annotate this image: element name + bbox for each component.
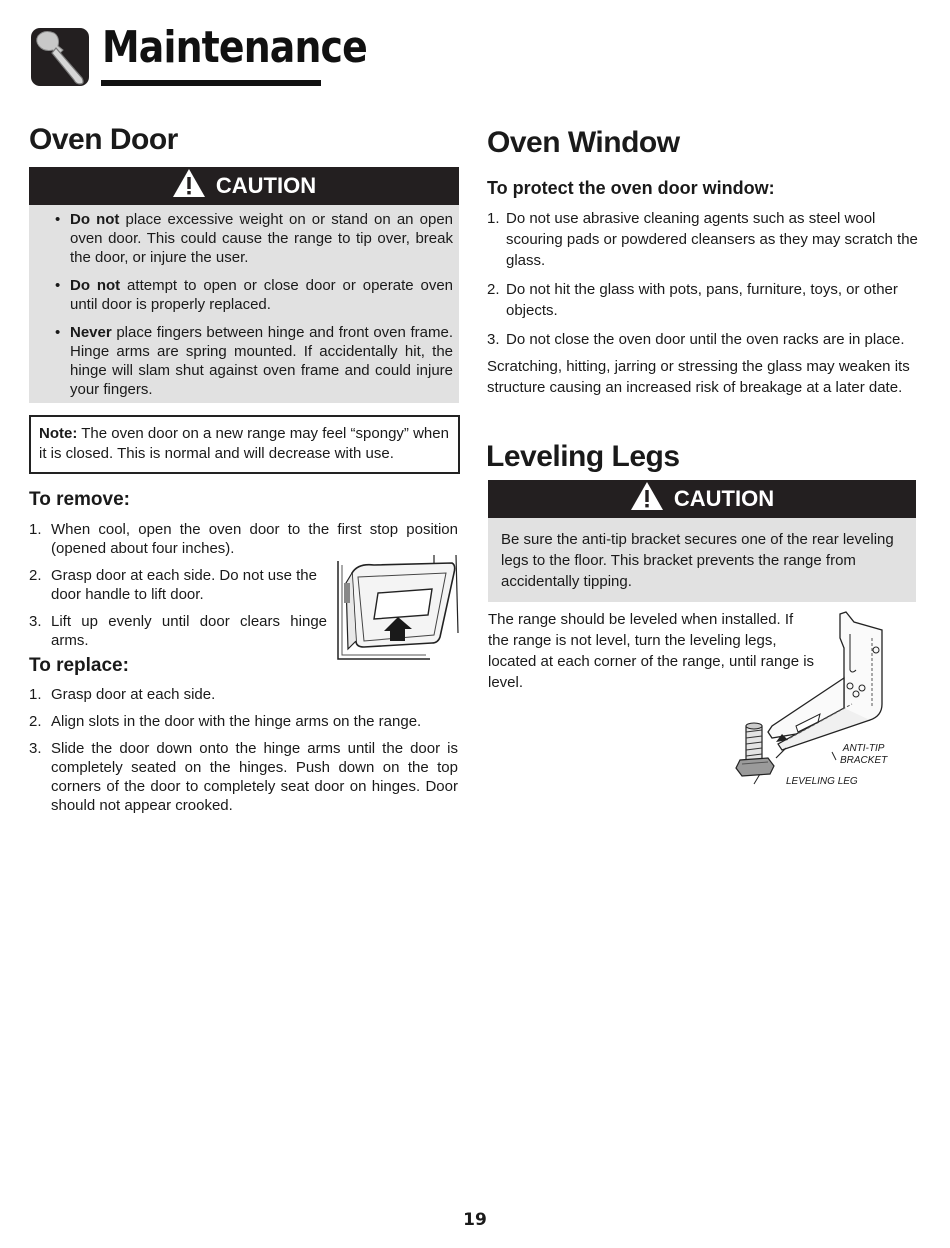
list-item: 3. Lift up evenly until door clears hinge arms. (29, 613, 327, 649)
wrench-icon (30, 26, 90, 88)
list-item: 1. When cool, open the oven door to the first stop position (opened about four inches). (29, 521, 458, 557)
oven-door-heading: Oven Door (29, 123, 178, 156)
oven-door-illustration (334, 553, 462, 663)
replace-steps (29, 685, 458, 823)
oven-window-steps (487, 208, 923, 358)
caution-list (47, 210, 453, 399)
oven-window-subheading: To protect the oven door window: (487, 178, 775, 198)
warning-icon (630, 481, 664, 517)
caution-label: CAUTION (215, 173, 317, 198)
page-number: 19 (463, 1210, 487, 1230)
leveling-caution-body: Be sure the anti-tip bracket secures one of the rear leveling legs to the floor. This bracket prevents the range from accidentally tipping. (488, 518, 916, 602)
list-item: 2. Grasp door at each side. Do not use the door handle to lift door. (29, 567, 317, 603)
caution-item: • Do not place excessive weight on or stand on an open oven door. This could cause the range to tip over, break the door, or injure the user. (47, 210, 453, 267)
replace-heading: To replace: (29, 655, 129, 676)
title-rule (101, 80, 321, 86)
anti-tip-bracket-illustration (732, 608, 892, 793)
caution-label: CAUTION (673, 486, 775, 511)
note-label: Note: (39, 425, 78, 442)
note-text: The oven door on a new range may feel “spongy” when it is closed. This is normal and will decrease with use. (39, 425, 449, 462)
list-item: 1. Do not use abrasive cleaning agents such as steel wool scouring pads or powdered cleansers as they may scratch the glass. (487, 210, 918, 269)
note-box (29, 415, 460, 474)
caution-item: • Do not attempt to open or close door or operate oven until door is properly replaced. (47, 276, 453, 314)
oven-window-heading: Oven Window (487, 126, 680, 159)
anti-tip-bracket-label: ANTI-TIP BRACKET (840, 743, 888, 766)
warning-icon (172, 168, 206, 204)
caution-item: • Never place fingers between hinge and front oven frame. Hinge arms are spring mounted. If accidentally hit, the hinge will slam shut against oven frame and could injure your fingers. (47, 323, 453, 399)
list-item: 1. Grasp door at each side. (29, 686, 216, 703)
leveling-legs-heading: Leveling Legs (486, 440, 680, 473)
oven-door-caution-bar (29, 167, 459, 205)
oven-window-paragraph: Scratching, hitting, jarring or stressing the glass may weaken its structure causing an increased risk of breakage at a later date. (487, 358, 910, 396)
leveling-paragraph: The range should be leveled when installed. If the range is not level, turn the leveling legs, located at each corner of the range, until range is level. (488, 611, 815, 691)
oven-door-caution-body (29, 205, 459, 403)
remove-heading: To remove: (29, 489, 131, 510)
list-item: 3. Slide the door down onto the hinge arms until the door is completely seated on the hinges. Push down on the top corners of the door to completely seat door on hinges. Door should not appear crooked. (29, 740, 458, 814)
list-item: 2. Align slots in the door with the hinge arms on the range. (29, 713, 422, 730)
leveling-caution-bar (488, 480, 916, 518)
list-item: 2. Do not hit the glass with pots, pans, furniture, toys, or other objects. (487, 281, 898, 319)
leveling-leg-label: LEVELING LEG (786, 776, 858, 787)
list-item: 3. Do not close the oven door until the oven racks are in place. (487, 331, 905, 348)
page-title: Maintenance (102, 22, 367, 73)
